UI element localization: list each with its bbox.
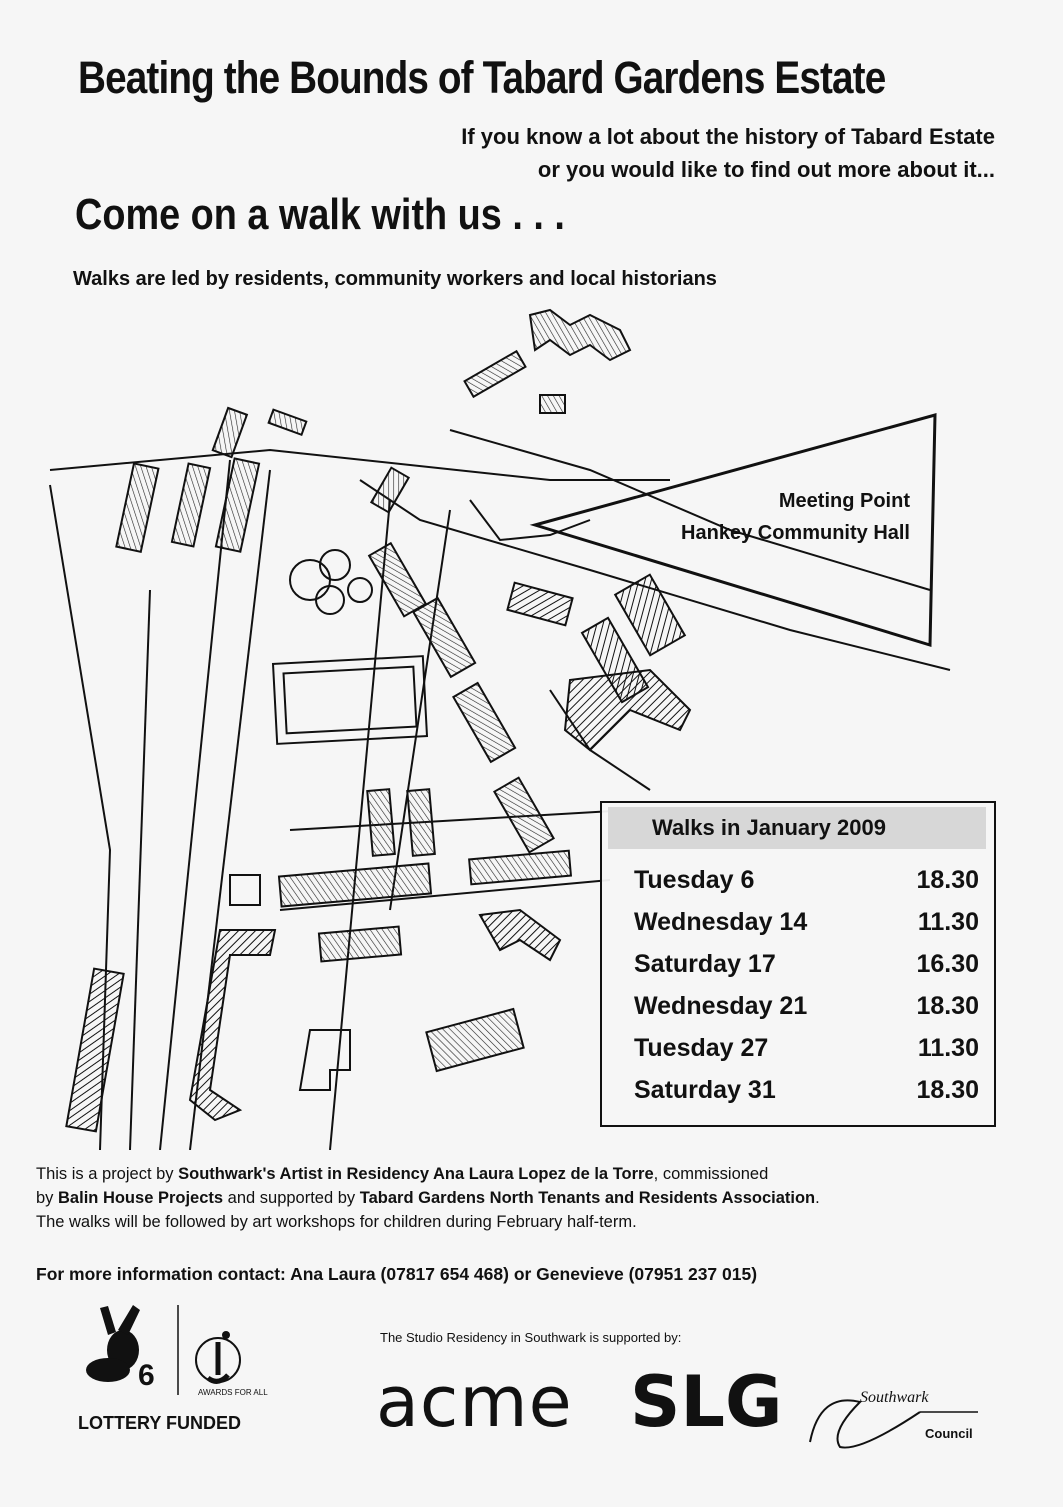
walk-day: Tuesday 27 — [634, 1034, 769, 1062]
led-by-text: Walks are led by residents, community workers and local historians — [73, 268, 717, 290]
southwark-council-logo — [800, 1372, 990, 1462]
studio-support-text: The Studio Residency in Southwark is supported by: — [380, 1330, 682, 1345]
council-label: Council — [925, 1426, 973, 1441]
walk-time: 18.30 — [916, 1076, 979, 1104]
walk-time: 18.30 — [916, 866, 979, 894]
meeting-point-place: Hankey Community Hall — [681, 522, 910, 544]
walks-schedule-title: Walks in January 2009 — [608, 807, 986, 849]
walk-day: Wednesday 21 — [634, 992, 808, 1020]
walk-row — [634, 1069, 979, 1111]
meeting-point-label — [600, 485, 910, 549]
credits-supporter: Tabard Gardens North Tenants and Residents Association — [359, 1189, 816, 1207]
contact-info: For more information contact: Ana Laura (07817 654 468) or Genevieve (07951 237 015) — [36, 1264, 758, 1284]
awards-label: AWARDS FOR ALL — [198, 1388, 268, 1397]
credits-text: by — [36, 1189, 59, 1207]
walk-time: 16.30 — [916, 950, 979, 978]
acme-logo: acme — [376, 1361, 573, 1443]
walk-time: 11.30 — [917, 1034, 979, 1062]
credits-text: . — [815, 1189, 820, 1207]
page-title: Beating the Bounds of Tabard Gardens Estate — [78, 52, 886, 103]
intro-text — [461, 120, 995, 186]
credits-text: , commissioned — [653, 1165, 769, 1183]
walk-day: Wednesday 14 — [634, 908, 808, 936]
lottery-funded-label: LOTTERY FUNDED — [78, 1413, 242, 1433]
walk-day: Tuesday 6 — [634, 866, 755, 894]
walk-time: 18.30 — [916, 992, 979, 1020]
walk-row — [634, 985, 979, 1027]
walk-time: 11.30 — [917, 908, 979, 936]
intro-line-1: If you know a lot about the history of Tabard Estate — [461, 124, 995, 149]
walk-day: Saturday 31 — [634, 1076, 776, 1104]
credits-text: This is a project by — [36, 1165, 179, 1183]
credits-commissioner: Balin House Projects — [58, 1189, 224, 1207]
come-heading: Come on a walk with us . . . — [75, 190, 565, 239]
credits-paragraph — [36, 1162, 1026, 1234]
walk-row — [634, 943, 979, 985]
walk-row — [634, 901, 979, 943]
southwark-wordmark: Southwark — [860, 1389, 929, 1406]
walks-schedule-box — [600, 801, 996, 1127]
walk-row — [634, 1027, 979, 1069]
credits-line-3: The walks will be followed by art workshops for children during February half-term. — [36, 1213, 637, 1231]
walk-row — [634, 859, 979, 901]
meeting-point-title: Meeting Point — [778, 490, 910, 512]
walk-day: Saturday 17 — [634, 950, 776, 978]
slg-logo: SLG — [630, 1361, 783, 1443]
svg-text:6: 6 — [138, 1359, 155, 1392]
credits-artist: Southwark's Artist in Residency Ana Laura Lopez de la Torre — [178, 1165, 654, 1183]
credits-text: and supported by — [223, 1189, 360, 1207]
credits-line-2 — [36, 1186, 1026, 1210]
credits-line-1 — [36, 1162, 1026, 1186]
intro-line-2: or you would like to find out more about it... — [537, 157, 995, 182]
